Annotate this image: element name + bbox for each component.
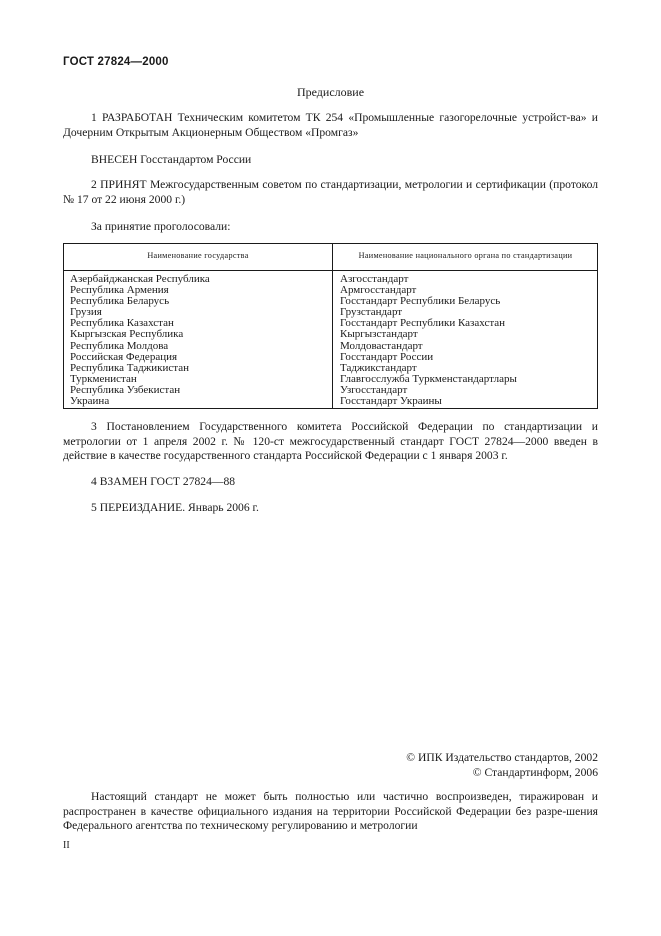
- body-item: Госстандарт Украины: [340, 395, 442, 408]
- state-item: Азербайджанская Республика: [70, 273, 210, 285]
- paragraph-developed: 1 РАЗРАБОТАН Техническим комитетом ТК 254 «Промышленные газогорелочные устройст-ва» и Дочерним Открытым Акционерным Обществом «Промгаз»: [63, 111, 598, 139]
- paragraph-decree: 3 Постановлением Государственного комитета Российской Федерации по стандартизации и метрологии от 1 апреля 2002 г. № 120-ст межгосударственный стандарт ГОСТ 27824—2000 введен в действие в качестве государственного стандарта Российской Федерации с 1 января 2003 г.: [63, 420, 598, 462]
- state-item: Грузия: [70, 306, 102, 319]
- paragraph-introduced: ВНЕСЕН Госстандартом России: [91, 153, 252, 166]
- standard-designation: ГОСТ 27824—2000: [63, 56, 169, 68]
- state-item: Республика Казахстан: [70, 317, 174, 330]
- paragraph-notice: Настоящий стандарт не может быть полностью или частично воспроизведен, тиражирован и распространен в качестве официального издания на территории Российской Федерации без разре-шения Федерального агентства по техническому регулированию и метрологии: [63, 790, 598, 832]
- state-item: Республика Молдова: [70, 339, 169, 352]
- state-item: Республика Армения: [70, 284, 169, 297]
- body-item: Узгосстандарт: [340, 383, 408, 396]
- copyright-block: [406, 751, 598, 780]
- table-header-divider: [64, 270, 597, 271]
- body-item: Армгосстандарт: [340, 284, 417, 297]
- state-item: Республика Узбекистан: [70, 383, 181, 396]
- paragraph-replaces: 4 ВЗАМЕН ГОСТ 27824—88: [91, 475, 236, 488]
- state-item: Республика Беларусь: [70, 295, 170, 308]
- state-item: Республика Таджикистан: [70, 361, 189, 374]
- page-number: II: [63, 840, 70, 851]
- page-title: Предисловие: [296, 85, 365, 99]
- table-column-divider: [332, 244, 333, 408]
- paragraph-adopted: 2 ПРИНЯТ Межгосударственным советом по стандартизации, метрологии и сертификации (протокол № 17 от 22 июня 2000 г.): [63, 178, 598, 206]
- votes-table: [63, 243, 598, 409]
- body-item: Госстандарт России: [340, 350, 434, 363]
- state-item: Украина: [70, 395, 110, 408]
- body-item: Таджикстандарт: [340, 361, 417, 374]
- copyright-line-1: © ИПК Издательство стандартов, 2002: [406, 751, 598, 764]
- body-item: Азгосстандарт: [340, 273, 409, 285]
- state-item: Кыргызская Республика: [70, 328, 184, 341]
- bodies-column: [340, 274, 595, 407]
- body-item: Кыргызстандарт: [340, 328, 418, 341]
- table-header-state: Наименование государства: [147, 251, 249, 260]
- body-item: Молдовастандарт: [340, 339, 423, 352]
- state-item: Туркменистан: [70, 372, 137, 385]
- states-column: [70, 274, 328, 407]
- copyright-line-2: © Стандартинформ, 2006: [472, 765, 598, 779]
- state-item: Российская Федерация: [70, 350, 178, 363]
- body-item: Госстандарт Республики Казахстан: [340, 317, 506, 330]
- paragraph-reissue: 5 ПЕРЕИЗДАНИЕ. Январь 2006 г.: [91, 501, 259, 514]
- table-header-body: Наименование национального органа по стандартизации: [358, 251, 573, 260]
- body-item: Грузстандарт: [340, 306, 403, 319]
- paragraph-voted: За принятие проголосовали:: [91, 220, 231, 233]
- body-item: Госстандарт Республики Беларусь: [340, 295, 501, 308]
- body-item: Главгосслужба Туркменстандартлары: [340, 372, 517, 385]
